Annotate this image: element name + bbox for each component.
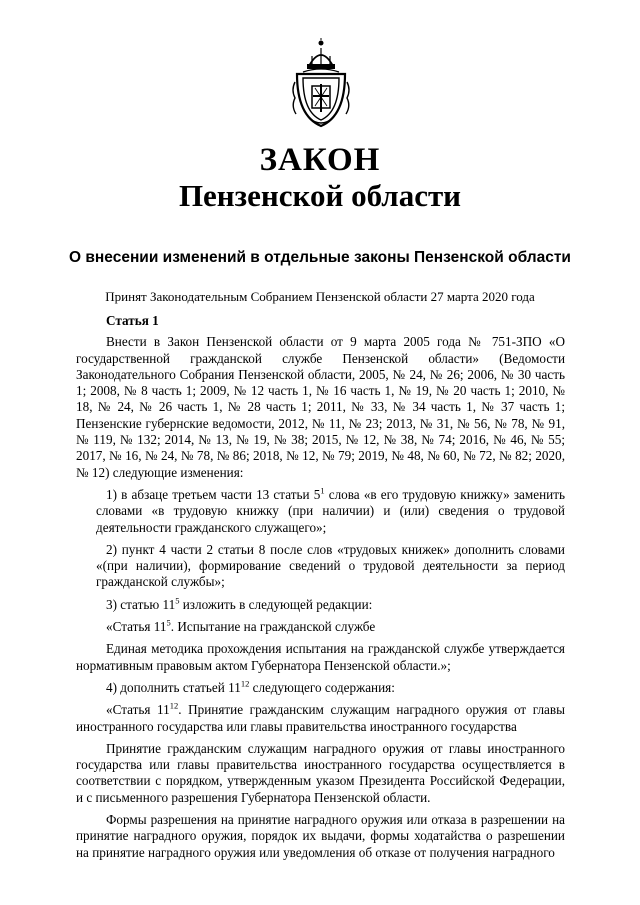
list-item-3: 3) статью $11^5$ изложить в следующей редакции: <box>106 595 373 612</box>
quoted-article-text: Единая методика прохождения испытания на гражданской службе утверждается нормативным правовым актом Губернатора Пензенской области.»; <box>76 641 565 673</box>
quoted-article-title: «Статья $11^5$. Испытание на гражданской службе <box>106 617 376 635</box>
paragraph: Формы разрешения на принятие наградного оружия или отказа в разрешении на принятие наградного оружия, порядок их выдачи, формы ходатайства о разрешении на принятие наградного оружия или уведомления об отказе от получения наградного <box>76 812 565 860</box>
quoted-article-title: «Статья $11^{12}$. Принятие гражданским служащим наградного оружия от главы иностранного государства или главы правительства иностранного государства <box>76 700 565 734</box>
paragraph: Принятие гражданским служащим наградного оружия от главы иностранного государства или главы правительства иностранного государства осуществляется в соответствии с порядком, утвержденным указом Президента Российской Федерации, и с письменного разрешения Губернатора Пензенской области. <box>76 740 565 805</box>
article-intro: Внести в Закон Пензенской области от 9 марта 2005 года № 751-ЗПО «О государственной гражданской службе Пензенской области» (Ведомости Законодательного Собрания Пензенской области, 2005, № 24, № 26; 2006, № 30 часть 1; 2008, № 8 часть 1; 2009, № 12 часть 1, № 16 часть 1, № 19, № 20 часть 1; 2010, № 18, № 24, № 26 часть 1, № 28 часть 1; 2011, № 33, № 34 часть 1, № 37 часть 1; Пензенские губернские ведомости, 2012, № 11, № 23; 2013, № 31, № 56, № 78, № 91, № 119, № 132; 2014, № 13, № 19, № 38; 2015, № 12, № 38, № 74; 2016, № 46, № 55; 2017, № 16, № 24, № 78, № 86; 2018, № 12, № 79; 2019, № 48, № 60, № 72, № 82; 2020, № 12) следующие изменения: <box>76 334 565 480</box>
list-item-1: 1) в абзаце третьем части 13 статьи $5^1$ слова «в его трудовую книжку» заменить словами «в трудовую книжку (при наличии) и (или) сведения о трудовой деятельности гражданского служащего»; <box>96 485 565 535</box>
list-item-2: 2) пункт 4 части 2 статьи 8 после слов «трудовых книжек» дополнить словами «(при наличии), формирование сведений о трудовой деятельности за период гражданской службы»; <box>96 541 565 590</box>
law-body <box>76 313 565 867</box>
document-title: ЗАКОН <box>259 142 381 178</box>
article-heading: Статья 1 <box>106 313 159 328</box>
adoption-note: Принят Законодательным Собранием Пензенской области 27 марта 2020 года <box>105 289 535 304</box>
document-region: Пензенской области <box>178 178 462 213</box>
law-subject-heading: О внесении изменений в отдельные законы Пензенской области <box>69 249 571 266</box>
list-item-4: 4) дополнить статьей $11^{12}$ следующего содержания: <box>106 678 395 695</box>
penza-region-coat-of-arms-icon <box>289 38 353 128</box>
